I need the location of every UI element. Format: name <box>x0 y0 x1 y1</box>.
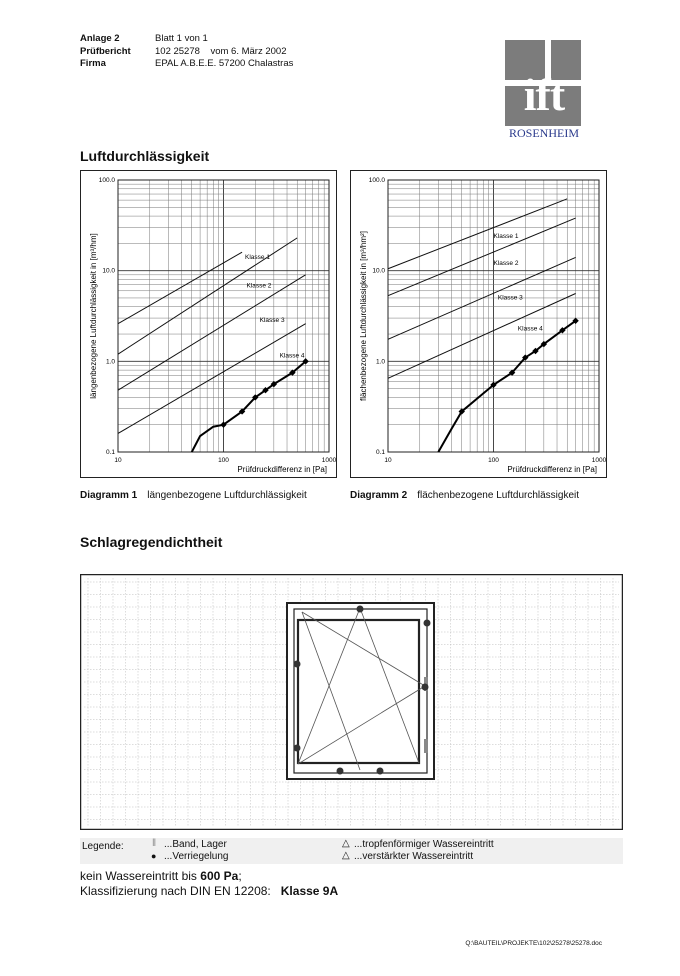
legend-title: Legende: <box>82 841 124 852</box>
header-label: Firma <box>80 58 106 69</box>
class-label: Klasse 3 <box>259 317 285 325</box>
class-label: Klasse 2 <box>246 282 272 290</box>
lock-point <box>422 684 429 691</box>
chart-border <box>81 171 337 478</box>
section-title-air: Luftdurchlässigkeit <box>80 148 210 164</box>
class-label: Klasse 2 <box>493 260 519 268</box>
caption-label: Diagramm 1 <box>80 490 138 501</box>
caption-diagram-2 <box>350 490 579 501</box>
grid <box>118 180 329 452</box>
grid <box>388 180 599 452</box>
chart-border <box>351 171 607 478</box>
legend-text: ...tropfenförmiger Wassereintritt <box>354 839 494 850</box>
y-tick-label: 0.1 <box>375 449 385 456</box>
x-tick-label: 100 <box>488 457 499 464</box>
legend <box>80 838 623 864</box>
hinge-icon: ‖ <box>152 838 157 849</box>
result-class: Klasse 9A <box>280 884 339 898</box>
header-row-2 <box>80 58 293 71</box>
y-tick-label: 100.0 <box>368 177 385 184</box>
triangle-icon: △ <box>342 850 350 861</box>
x-axis-label: Prüfdruckdifferenz in [Pa] <box>507 465 597 474</box>
legend-text: ...Band, Lager <box>164 839 227 850</box>
x-tick-label: 10 <box>384 457 392 464</box>
hinge-mark <box>424 739 428 753</box>
chart-diagram-2 <box>350 170 607 478</box>
y-tick-label: 10.0 <box>372 267 385 275</box>
y-tick-label: 100.0 <box>98 177 115 184</box>
x-tick-label: 1000 <box>591 457 607 464</box>
x-tick-label: 10 <box>114 457 122 464</box>
window-drawing <box>80 574 623 830</box>
header-value: EPAL A.B.E.E. 57200 Chalastras <box>155 58 294 69</box>
result-text: kein Wassereintritt bis <box>80 869 201 883</box>
y-tick-label: 0.1 <box>105 449 115 456</box>
window-outline <box>287 603 434 779</box>
header-label: Prüfbericht <box>80 45 131 57</box>
section-title-rain: Schlagregendichtheit <box>80 534 223 550</box>
caption-text: längenbezogene Luftdurchlässigkeit <box>147 490 307 501</box>
caption-label: Diagramm 2 <box>350 490 408 501</box>
result-text: ; <box>238 869 242 883</box>
caption-diagram-1 <box>80 490 307 501</box>
window-outer-frame <box>287 603 434 779</box>
lock-point <box>357 606 364 613</box>
lock-point <box>294 661 301 668</box>
header-row-1 <box>80 46 293 59</box>
header-value: 102 25278 vom 6. März 2002 <box>155 45 287 57</box>
result-block <box>80 869 338 899</box>
footer-path: Q:\BAUTEIL\PROJEKTE\102\25278\25278.doc <box>465 940 602 947</box>
class-label: Klasse 1 <box>493 232 519 240</box>
y-tick-label: 1.0 <box>105 358 115 366</box>
y-tick-label: 1.0 <box>375 358 385 366</box>
header-value: Blatt 1 von 1 <box>155 33 208 44</box>
logo-text: ift <box>523 69 565 120</box>
triangle-icon: △ <box>342 838 350 849</box>
ift-logo <box>503 40 585 140</box>
lock-point <box>377 768 384 775</box>
lock-point <box>294 745 301 752</box>
class-label: Klasse 4 <box>279 352 305 360</box>
legend-text: ...verstärkter Wassereintritt <box>354 851 474 862</box>
result-line-2 <box>80 884 338 899</box>
lock-point <box>337 768 344 775</box>
result-pressure: 600 Pa <box>200 869 239 883</box>
y-tick-label: 10.0 <box>102 267 115 275</box>
class-label: Klasse 4 <box>517 325 543 333</box>
lock-icon: ● <box>151 851 157 861</box>
header-row-0 <box>80 33 293 46</box>
x-axis-label: Prüfdruckdifferenz in [Pa] <box>237 465 327 474</box>
x-tick-label: 100 <box>218 457 229 464</box>
class-label: Klasse 1 <box>245 253 270 261</box>
header-label: Anlage 2 <box>80 33 120 44</box>
result-text: Klassifizierung nach DIN EN 12208: <box>80 884 271 898</box>
class-label: Klasse 3 <box>497 294 523 302</box>
caption-text: flächenbezogene Luftdurchlässigkeit <box>417 490 580 501</box>
legend-text: ...Verriegelung <box>164 851 229 862</box>
logo-subtext: ROSENHEIM <box>508 126 579 140</box>
header-block <box>80 33 293 71</box>
y-axis-label: flächenbezogene Luftdurchlässigkeit in [m³/hm²] <box>359 231 368 401</box>
chart-diagram-1 <box>80 170 337 478</box>
result-line-1 <box>80 869 338 884</box>
y-axis-label: längenbezogene Luftdurchlässigkeit in [m³/hm] <box>89 233 98 399</box>
lock-point <box>424 620 431 627</box>
x-tick-label: 1000 <box>321 457 337 464</box>
